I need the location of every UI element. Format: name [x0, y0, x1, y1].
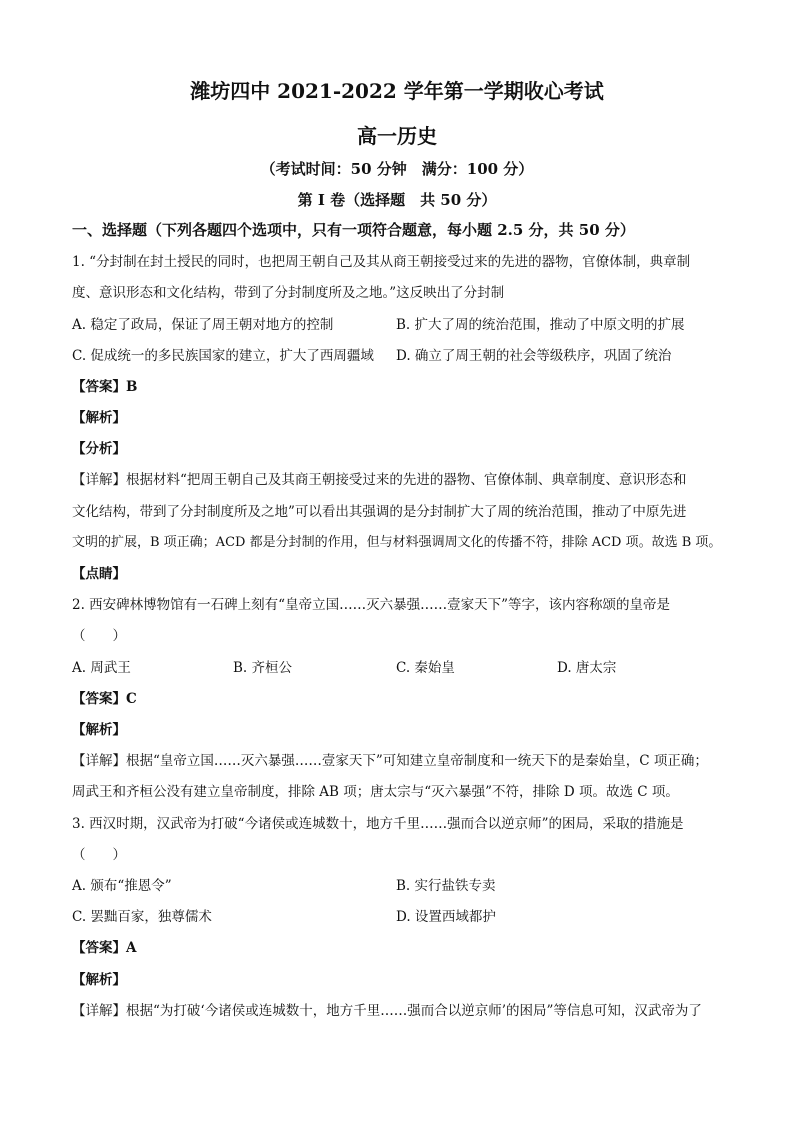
q2-stem-line1: 2. 西安碑林博物馆有一石碑上刻有“皇帝立国……灭六暴强……壹家天下”等字，该内容称颂的皇帝是: [72, 597, 670, 613]
q2-option-a: A. 周武王: [72, 660, 131, 676]
q3-answer: 【答案】A: [72, 940, 137, 956]
q1-option-a: A. 稳定了政局，保证了周王朝对地方的控制: [72, 317, 334, 333]
q2-option-b: B. 齐桓公: [233, 660, 293, 676]
q3-detail-line1: 【详解】根据“为打破‘今诸侯或连城数十，地方千里……强而合以逆京师’的困局”等信息可知，汉武帝为了: [72, 1003, 702, 1019]
q1-detail-line1: 【详解】根据材料“把周王朝自己及其商王朝接受过来的先进的器物、官僚体制、典章制度、意识形态和: [72, 472, 687, 488]
q2-jiexi-label: 【解析】: [72, 722, 126, 738]
q1-stem-line1: 1. “分封制在封土授民的同时，也把周王朝自己及其从商王朝接受过来的先进的器物，官僚体制，典章制: [72, 254, 691, 270]
q1-stem-line2: 度、意识形态和文化结构，带到了分封制度所及之地。”这反映出了分封制: [72, 285, 505, 301]
q3-option-b: B. 实行盐铁专卖: [396, 878, 496, 894]
q1-jiexi-label: 【解析】: [72, 410, 126, 426]
exam-title: 潍坊四中 2021-2022 学年第一学期收心考试: [190, 79, 604, 103]
q2-stem-line2: （ ）: [72, 628, 126, 644]
q1-option-d: D. 确立了周王朝的社会等级秩序，巩固了统治: [396, 348, 672, 364]
q3-option-d: D. 设置西域都护: [396, 909, 496, 925]
q2-option-d: D. 唐太宗: [557, 660, 617, 676]
q2-detail-line2: 周武王和齐桓公没有建立皇帝制度，排除 AB 项；唐太宗与“灭六暴强”不符，排除 D 项。故选 C 项。: [72, 784, 679, 800]
q1-option-c: C. 促成统一的多民族国家的建立，扩大了西周疆域: [72, 348, 374, 364]
section-heading: 一、选择题（下列各题四个选项中，只有一项符合题意，每小题 2.5 分，共 50 分）: [72, 221, 635, 239]
q2-detail-line1: 【详解】根据“皇帝立国……灭六暴强……壹家天下”可知建立皇帝制度和一统天下的是秦始皇，C 项正确；: [72, 753, 708, 769]
part-title: 第 I 卷（选择题 共 50 分）: [297, 191, 497, 209]
q1-dianjing-label: 【点睛】: [72, 566, 126, 582]
q1-answer: 【答案】B: [72, 379, 138, 395]
q3-jiexi-label: 【解析】: [72, 972, 126, 988]
q3-stem-line2: （ ）: [72, 847, 126, 863]
q2-option-c: C. 秦始皇: [396, 660, 455, 676]
q1-detail-line2: 文化结构，带到了分封制度所及之地”可以看出其强调的是分封制扩大了周的统治范围，推动了中原先进: [72, 504, 687, 520]
q3-option-c: C. 罢黜百家，独尊儒术: [72, 909, 212, 925]
q3-option-a: A. 颁布“推恩令”: [72, 878, 172, 894]
q1-fenxi-label: 【分析】: [72, 441, 126, 457]
subject-title: 高一历史: [357, 124, 437, 148]
q2-answer: 【答案】C: [72, 691, 137, 707]
q1-detail-line3: 文明的扩展，B 项正确；ACD 都是分封制的作用，但与材料强调周文化的传播不符，排除 ACD 项。故选 B 项。: [72, 535, 722, 550]
q1-option-b: B. 扩大了周的统治范围，推动了中原文明的扩展: [396, 317, 685, 333]
exam-info: （考试时间：50 分钟 满分：100 分）: [260, 160, 534, 178]
q3-stem-line1: 3. 西汉时期，汉武帝为打破“今诸侯或连城数十，地方千里……强而合以逆京师”的困局，采取的措施是: [72, 816, 684, 832]
